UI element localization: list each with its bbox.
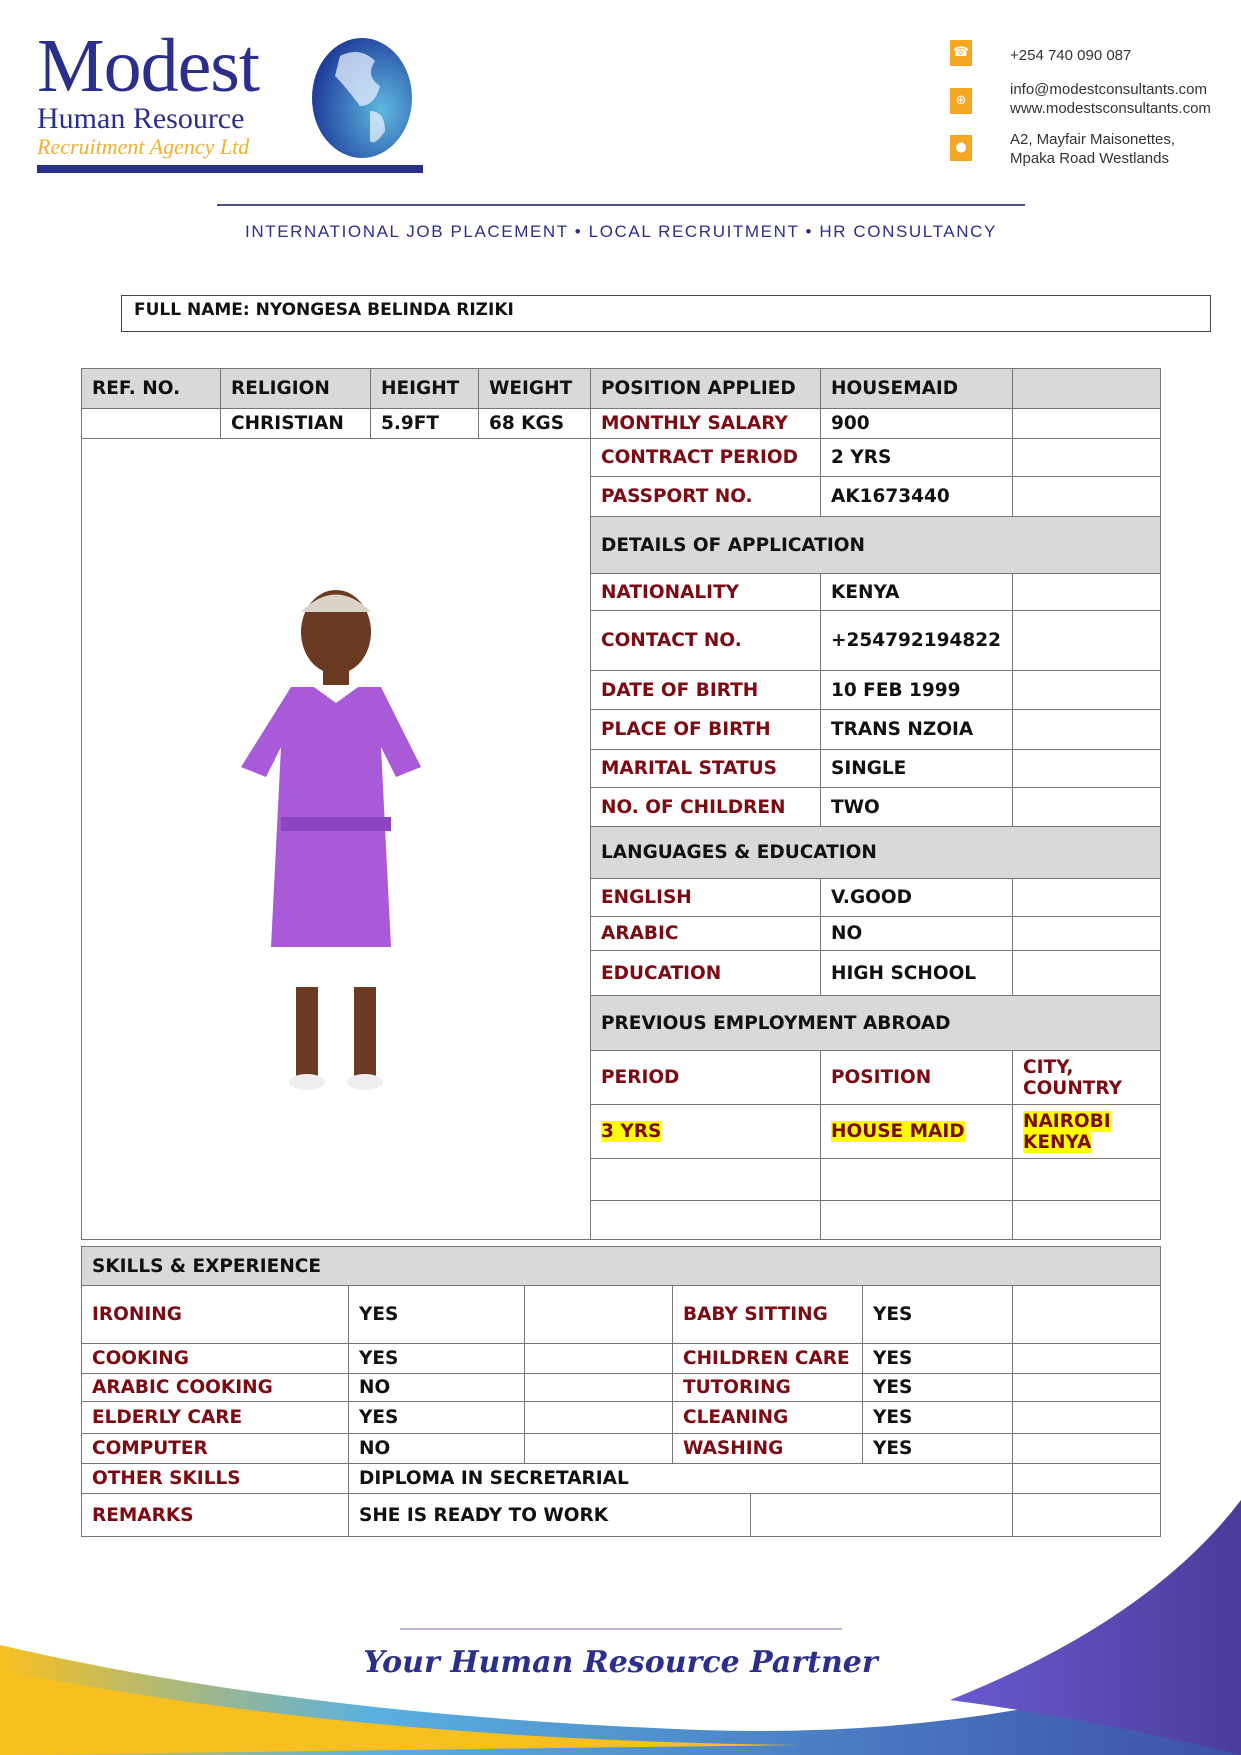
period-label: PERIOD: [591, 1051, 821, 1105]
logo-underline: [37, 165, 423, 173]
skills-table: [81, 1246, 1161, 1537]
empty-cell: [1013, 477, 1161, 517]
empty-cell: [525, 1374, 673, 1402]
empty-cell: [1013, 1286, 1161, 1344]
empty-cell: [1013, 1159, 1161, 1201]
salary-value: 900: [821, 409, 1013, 439]
dob-label: DATE OF BIRTH: [591, 671, 821, 710]
location-icon: ●: [950, 135, 972, 161]
ref-no-value: [82, 409, 221, 439]
education-value: HIGH SCHOOL: [821, 951, 1013, 996]
employment-position: HOUSE MAID: [831, 1121, 965, 1142]
skill-label: ELDERLY CARE: [82, 1402, 349, 1434]
nationality-label: NATIONALITY: [591, 574, 821, 611]
skill-label: COMPUTER: [82, 1434, 349, 1464]
arabic-value: NO: [821, 917, 1013, 951]
skill-value: YES: [863, 1374, 1013, 1402]
height-value: 5.9FT: [371, 409, 479, 439]
salary-label: MONTHLY SALARY: [591, 409, 821, 439]
skill-value: YES: [863, 1402, 1013, 1434]
arabic-label: ARABIC: [591, 917, 821, 951]
empty-cell: [591, 1201, 821, 1240]
position-value: HOUSEMAID: [821, 369, 1013, 409]
empty-cell: [1013, 788, 1161, 827]
phone-text: +254 740 090 087: [1010, 47, 1132, 64]
email-link[interactable]: info@modestconsultants.com: [1010, 81, 1207, 98]
empty-cell: [1013, 710, 1161, 750]
application-header: DETAILS OF APPLICATION: [591, 517, 1161, 574]
skill-label: CLEANING: [673, 1402, 863, 1434]
english-label: ENGLISH: [591, 879, 821, 917]
skill-label: IRONING: [82, 1286, 349, 1344]
contact-value: +254792194822: [821, 611, 1013, 671]
empty-cell: [821, 1105, 1013, 1159]
empty-cell: [1013, 951, 1161, 996]
nationality-value: KENYA: [821, 574, 1013, 611]
empty-cell: [1013, 1105, 1161, 1159]
tagline: INTERNATIONAL JOB PLACEMENT • LOCAL RECRUITMENT • HR CONSULTANCY: [245, 222, 997, 241]
pob-label: PLACE OF BIRTH: [591, 710, 821, 750]
empty-cell: [1013, 1374, 1161, 1402]
religion-header: RELIGION: [221, 369, 371, 409]
candidate-photo: [82, 439, 591, 1240]
contact-label: CONTACT NO.: [591, 611, 821, 671]
empty-cell: [1013, 611, 1161, 671]
remarks-value: SHE IS READY TO WORK: [349, 1494, 751, 1537]
skill-label: WASHING: [673, 1434, 863, 1464]
full-name: FULL NAME: NYONGESA BELINDA RIZIKI: [121, 295, 1211, 332]
logo-agency-text: Recruitment Agency Ltd: [37, 134, 250, 159]
empty-cell: [525, 1402, 673, 1434]
empty-cell: [1013, 671, 1161, 710]
marital-label: MARITAL STATUS: [591, 750, 821, 788]
weight-value: 68 KGS: [479, 409, 591, 439]
skill-value: NO: [349, 1374, 525, 1402]
employment-city: NAIROBI KENYA: [1023, 1110, 1111, 1153]
empty-cell: [1013, 917, 1161, 951]
ref-no-header: REF. NO.: [82, 369, 221, 409]
skills-header: SKILLS & EXPERIENCE: [82, 1247, 1161, 1286]
address-line2: Mpaka Road Westlands: [1010, 150, 1169, 167]
marital-value: SINGLE: [821, 750, 1013, 788]
skill-value: NO: [349, 1434, 525, 1464]
empty-cell: [1013, 409, 1161, 439]
weight-header: WEIGHT: [479, 369, 591, 409]
employment-period: 3 YRS: [601, 1121, 662, 1142]
skill-label: BABY SITTING: [673, 1286, 863, 1344]
footer-wave: [0, 1500, 1241, 1755]
religion-value: CHRISTIAN: [221, 409, 371, 439]
empty-cell: [1013, 879, 1161, 917]
company-logo: [37, 24, 259, 160]
height-header: HEIGHT: [371, 369, 479, 409]
empty-cell: [821, 1201, 1013, 1240]
position-label: POSITION APPLIED: [591, 369, 821, 409]
empty-cell: [1013, 574, 1161, 611]
contract-value: 2 YRS: [821, 439, 1013, 477]
empty-cell: [525, 1286, 673, 1344]
english-value: V.GOOD: [821, 879, 1013, 917]
skill-value: YES: [349, 1402, 525, 1434]
other-skills-label: OTHER SKILLS: [82, 1464, 349, 1494]
empty-cell: [1013, 1402, 1161, 1434]
position-col-label: POSITION: [821, 1051, 1013, 1105]
website-link[interactable]: www.modestsconsultants.com: [1010, 100, 1211, 117]
empty-cell: [525, 1434, 673, 1464]
other-skills-value: DIPLOMA IN SECRETARIAL: [349, 1464, 1013, 1494]
passport-label: PASSPORT NO.: [591, 477, 821, 517]
candidate-figure: [231, 577, 441, 1097]
skill-value: YES: [863, 1344, 1013, 1374]
city-label: CITY, COUNTRY: [1013, 1051, 1161, 1105]
globe-icon: [300, 36, 425, 161]
skill-value: YES: [863, 1434, 1013, 1464]
bio-table: [81, 368, 1161, 1240]
empty-cell: [1013, 750, 1161, 788]
phone-icon: ☎: [950, 40, 972, 66]
dob-value: 10 FEB 1999: [821, 671, 1013, 710]
passport-value: AK1673440: [821, 477, 1013, 517]
empty-cell: [1013, 1201, 1161, 1240]
pob-value: TRANS NZOIA: [821, 710, 1013, 750]
contract-label: CONTRACT PERIOD: [591, 439, 821, 477]
skill-value: YES: [349, 1344, 525, 1374]
children-value: TWO: [821, 788, 1013, 827]
children-label: NO. OF CHILDREN: [591, 788, 821, 827]
footer-motto: Your Human Resource Partner: [363, 1645, 878, 1680]
header-divider: [217, 204, 1025, 206]
education-label: EDUCATION: [591, 951, 821, 996]
empty-cell: [1013, 1344, 1161, 1374]
skill-label: CHILDREN CARE: [673, 1344, 863, 1374]
skill-label: COOKING: [82, 1344, 349, 1374]
empty-cell: [525, 1344, 673, 1374]
logo-subtext: Human Resource: [37, 102, 245, 135]
empty-cell: [1013, 369, 1161, 409]
employment-header: PREVIOUS EMPLOYMENT ABROAD: [591, 996, 1161, 1051]
skill-label: TUTORING: [673, 1374, 863, 1402]
address-line1: A2, Mayfair Maisonettes,: [1010, 131, 1176, 148]
remarks-label: REMARKS: [82, 1494, 349, 1537]
skill-label: ARABIC COOKING: [82, 1374, 349, 1402]
empty-cell: [1013, 439, 1161, 477]
empty-cell: [591, 1159, 821, 1201]
web-icon: ⊕: [950, 88, 972, 114]
skill-value: YES: [863, 1286, 1013, 1344]
skill-value: YES: [349, 1286, 525, 1344]
empty-cell: [1013, 1464, 1161, 1494]
empty-cell: [821, 1159, 1013, 1201]
empty-cell: [1013, 1434, 1161, 1464]
logo-text: Modest: [37, 24, 259, 108]
languages-header: LANGUAGES & EDUCATION: [591, 827, 1161, 879]
empty-cell: [591, 1105, 821, 1159]
